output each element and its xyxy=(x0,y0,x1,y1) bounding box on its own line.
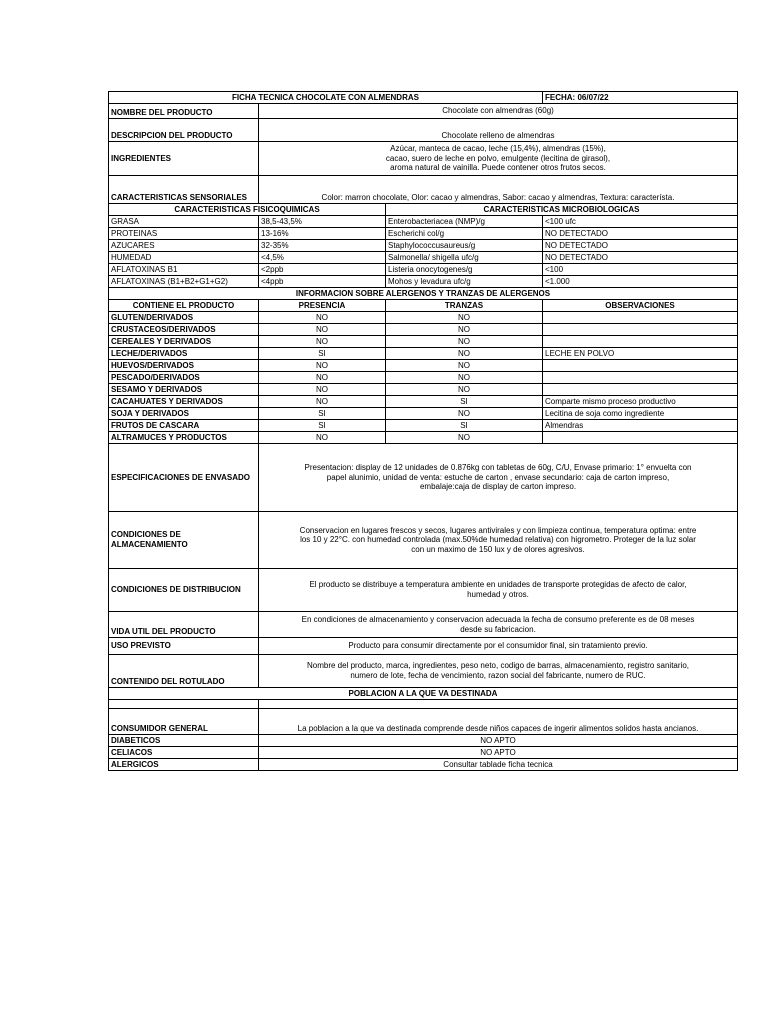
fq-label: AFLATOXINAS B1 xyxy=(109,264,259,276)
population-value: NO APTO xyxy=(259,735,738,747)
allergen-header-observations: OBSERVACIONES xyxy=(543,300,738,312)
allergen-presence: NO xyxy=(259,384,386,396)
population-label: ALERGICOS xyxy=(109,759,259,771)
population-label: DIABETICOS xyxy=(109,735,259,747)
allergen-item: CRUSTACEOS/DERIVADOS xyxy=(109,324,259,336)
storage-row xyxy=(109,512,738,569)
storage-label-line-1: CONDICIONES DE xyxy=(111,530,181,540)
population-row xyxy=(109,735,738,747)
allergen-header-traces: TRANZAS xyxy=(386,300,543,312)
fq-value: 38,5-43,5% xyxy=(259,216,386,228)
allergen-row xyxy=(109,408,738,420)
spacer-cell xyxy=(259,700,738,709)
allergen-row xyxy=(109,432,738,444)
ingredients-line-1: Azúcar, manteca de cacao, leche (15,4%), almendras (15%), xyxy=(390,144,606,154)
fq-value: <4ppb xyxy=(259,276,386,288)
allergen-observation: Almendras xyxy=(543,420,738,432)
allergen-presence: NO xyxy=(259,336,386,348)
distribution-label: CONDICIONES DE DISTRIBUCION xyxy=(109,569,259,612)
micro-label: Enterobacteriacea (NMP)/g xyxy=(386,216,543,228)
product-desc-label: DESCRIPCION DEL PRODUCTO xyxy=(109,119,259,142)
allergen-section-title: INFORMACION SOBRE ALERGENOS Y TRANZAS DE ALERGENOS xyxy=(109,288,738,300)
shelf-life-label: VIDA UTIL DEL PRODUCTO xyxy=(109,612,259,638)
storage-line-3: con un maximo de 150 lux y de olores agresivos. xyxy=(411,544,585,554)
ingredients-line-2: cacao, suero de leche en polvo, emulgente (lecitina de girasol), xyxy=(385,153,611,163)
micro-label: Salmonella/ shigella ufc/g xyxy=(386,252,543,264)
allergen-item: HUEVOS/DERIVADOS xyxy=(109,360,259,372)
population-value: NO APTO xyxy=(259,747,738,759)
distribution-row xyxy=(109,569,738,612)
characteristics-row xyxy=(109,276,738,288)
fq-label: PROTEINAS xyxy=(109,228,259,240)
product-name-value: Chocolate con almendras (60g) xyxy=(259,104,738,119)
population-value: Consultar tablade ficha tecnica xyxy=(259,759,738,771)
intended-use-label: USO PREVISTO xyxy=(109,638,259,655)
microbiological-header: CARACTERISTICAS MICROBIOLOGICAS xyxy=(386,204,738,216)
shelf-life-line-1: En condiciones de almacenamiento y conservacion adecuada la fecha de consumo preferente es de 08 meses xyxy=(301,614,695,624)
product-name-row xyxy=(109,104,738,119)
population-label: CELIACOS xyxy=(109,747,259,759)
allergen-traces: NO xyxy=(386,336,543,348)
population-row xyxy=(109,709,738,735)
allergen-item: SOJA Y DERIVADOS xyxy=(109,408,259,420)
allergen-item: FRUTOS DE CASCARA xyxy=(109,420,259,432)
allergen-section-row xyxy=(109,288,738,300)
characteristics-row xyxy=(109,228,738,240)
population-title-row xyxy=(109,688,738,700)
allergen-item: SESAMO Y DERIVADOS xyxy=(109,384,259,396)
fq-value: <2ppb xyxy=(259,264,386,276)
title-row xyxy=(109,92,738,104)
allergen-item: CEREALES Y DERIVADOS xyxy=(109,336,259,348)
packaging-row xyxy=(109,444,738,512)
allergen-item: ALTRAMUCES Y PRODUCTOS xyxy=(109,432,259,444)
allergen-traces: NO xyxy=(386,408,543,420)
micro-value: <100 xyxy=(543,264,738,276)
allergen-observation xyxy=(543,336,738,348)
distribution-line-2: humedad y otros. xyxy=(467,590,529,599)
population-row xyxy=(109,759,738,771)
micro-label: Mohos y levadura ufc/g xyxy=(386,276,543,288)
shelf-life-line-2: desde su fabricacion. xyxy=(460,624,536,634)
allergen-row xyxy=(109,396,738,408)
intended-use-row xyxy=(109,638,738,655)
allergen-traces: NO xyxy=(386,324,543,336)
allergen-traces: SI xyxy=(386,396,543,408)
allergen-row xyxy=(109,372,738,384)
sensory-label: CARACTERISTICAS SENSORIALES xyxy=(109,176,259,204)
allergen-observation: Lecitina de soja como ingrediente xyxy=(543,408,738,420)
product-desc-row xyxy=(109,119,738,142)
characteristics-header-row xyxy=(109,204,738,216)
allergen-presence: NO xyxy=(259,360,386,372)
allergen-observation: LECHE EN POLVO xyxy=(543,348,738,360)
allergen-presence: NO xyxy=(259,432,386,444)
allergen-presence: SI xyxy=(259,420,386,432)
sheet-date: FECHA: 06/07/22 xyxy=(543,92,738,104)
storage-label-line-2: ALMACENAMIENTO xyxy=(111,540,188,549)
spacer-cell xyxy=(109,700,259,709)
allergen-presence: NO xyxy=(259,372,386,384)
storage-line-2: los 10 y 22°C. con humedad controlada (max.50%de humedad relativa) con higrometro. Proteger de la luz solar xyxy=(300,535,696,545)
allergen-observation xyxy=(543,384,738,396)
physicochemical-header: CARACTERISTICAS FISICOQUIMICAS xyxy=(109,204,386,216)
allergen-presence: NO xyxy=(259,396,386,408)
packaging-line-3: embalaje:caja de display de carton impreso. xyxy=(419,482,577,492)
technical-sheet-table xyxy=(108,91,738,771)
population-label: CONSUMIDOR GENERAL xyxy=(109,709,259,735)
micro-label: Listeria onocytogenes/g xyxy=(386,264,543,276)
allergen-traces: SI xyxy=(386,420,543,432)
allergen-traces: NO xyxy=(386,372,543,384)
population-value: La poblacion a la que va destinada comprende desde niños capaces de ingerir alimentos solidos hasta ancianos. xyxy=(259,709,738,735)
allergen-row xyxy=(109,360,738,372)
distribution-line-1: El producto se distribuye a temperatura ambiente en unidades de transporte protegidas de afecto de calor, xyxy=(309,580,687,590)
allergen-presence: SI xyxy=(259,408,386,420)
labeling-value xyxy=(259,655,738,688)
ingredients-value xyxy=(259,142,738,176)
allergen-row xyxy=(109,348,738,360)
allergen-traces: NO xyxy=(386,384,543,396)
micro-value: <1.000 xyxy=(543,276,738,288)
population-row xyxy=(109,747,738,759)
population-title: POBLACION A LA QUE VA DESTINADA xyxy=(109,688,738,700)
fq-value: 32-35% xyxy=(259,240,386,252)
fq-label: AZUCARES xyxy=(109,240,259,252)
allergen-presence: NO xyxy=(259,312,386,324)
ingredients-line-3: aroma natural de vainilla. Puede contener otros frutos secos. xyxy=(390,163,606,173)
labeling-label: CONTENIDO DEL ROTULADO xyxy=(109,655,259,688)
storage-value xyxy=(259,512,738,569)
allergen-traces: NO xyxy=(386,312,543,324)
allergen-observation: Comparte mismo proceso productivo xyxy=(543,396,738,408)
allergen-traces: NO xyxy=(386,348,543,360)
allergen-item: CACAHUATES Y DERIVADOS xyxy=(109,396,259,408)
characteristics-row xyxy=(109,264,738,276)
micro-value: NO DETECTADO xyxy=(543,240,738,252)
allergen-row xyxy=(109,324,738,336)
fq-value: <4,5% xyxy=(259,252,386,264)
sensory-row xyxy=(109,176,738,204)
allergen-header-presence: PRESENCIA xyxy=(259,300,386,312)
sensory-value: Color: marron chocolate, Olor: cacao y almendras, Sabor: cacao y almendras, Textura: característa. xyxy=(259,176,738,204)
allergen-observation xyxy=(543,372,738,384)
allergen-row xyxy=(109,312,738,324)
micro-value: NO DETECTADO xyxy=(543,228,738,240)
allergen-header-item: CONTIENE EL PRODUCTO xyxy=(109,300,259,312)
allergen-item: GLUTEN/DERIVADOS xyxy=(109,312,259,324)
product-desc-value: Chocolate relleno de almendras xyxy=(259,119,738,142)
characteristics-row xyxy=(109,216,738,228)
allergen-row xyxy=(109,336,738,348)
storage-label xyxy=(109,512,259,569)
allergen-item: LECHE/DERIVADOS xyxy=(109,348,259,360)
ingredients-label: INGREDIENTES xyxy=(109,142,259,176)
labeling-line-2: numero de lote, fecha de vencimiento, razon social del fabricante, numero de RUC. xyxy=(350,671,646,680)
packaging-value xyxy=(259,444,738,512)
allergen-presence: NO xyxy=(259,324,386,336)
characteristics-row xyxy=(109,252,738,264)
spacer-row xyxy=(109,700,738,709)
allergen-item: PESCADO/DERIVADOS xyxy=(109,372,259,384)
fq-label: GRASA xyxy=(109,216,259,228)
shelf-life-row xyxy=(109,612,738,638)
characteristics-row xyxy=(109,240,738,252)
labeling-line-1: Nombre del producto, marca, ingredientes, peso neto, codigo de barras, almacenamiento, registro sanitario, xyxy=(307,661,689,671)
micro-value: <100 ufc xyxy=(543,216,738,228)
packaging-line-2: papel alunimio, unidad de venta: estuche de carton , envase secundario: caja de carton impreso, xyxy=(326,472,670,482)
allergen-header-row xyxy=(109,300,738,312)
allergen-observation xyxy=(543,312,738,324)
allergen-presence: SI xyxy=(259,348,386,360)
packaging-line-1: Presentacion: display de 12 unidades de 0.876kg con tabletas de 60g, C/U, Envase primario: 1° envuelta con xyxy=(304,463,692,473)
allergen-traces: NO xyxy=(386,432,543,444)
micro-label: Escherichi col/g xyxy=(386,228,543,240)
micro-label: Staphylococcusaureus/g xyxy=(386,240,543,252)
storage-line-1: Conservacion en lugares frescos y secos, lugares antivirales y con limpieza continua, temperatura optima: entre xyxy=(299,525,697,535)
shelf-life-value xyxy=(259,612,738,638)
micro-value: NO DETECTADO xyxy=(543,252,738,264)
allergen-row xyxy=(109,420,738,432)
allergen-observation xyxy=(543,432,738,444)
fq-label: AFLATOXINAS (B1+B2+G1+G2) xyxy=(109,276,259,288)
labeling-row xyxy=(109,655,738,688)
ingredients-row xyxy=(109,142,738,176)
product-name-label: NOMBRE DEL PRODUCTO xyxy=(109,104,259,119)
fq-value: 13-16% xyxy=(259,228,386,240)
fq-label: HUMEDAD xyxy=(109,252,259,264)
allergen-observation xyxy=(543,324,738,336)
packaging-label: ESPECIFICACIONES DE ENVASADO xyxy=(109,444,259,512)
allergen-traces: NO xyxy=(386,360,543,372)
allergen-observation xyxy=(543,360,738,372)
sheet-title: FICHA TECNICA CHOCOLATE CON ALMENDRAS xyxy=(109,92,543,104)
allergen-row xyxy=(109,384,738,396)
intended-use-value: Producto para consumir directamente por el consumidor final, sin tratamiento previo. xyxy=(259,638,738,655)
distribution-value xyxy=(259,569,738,612)
